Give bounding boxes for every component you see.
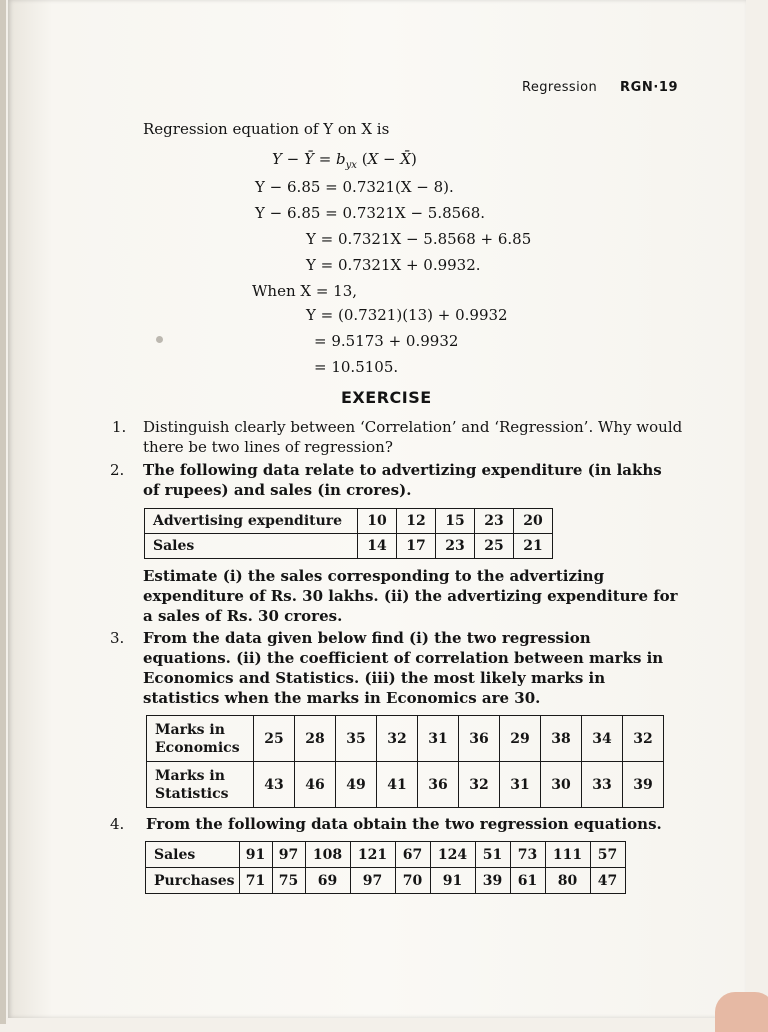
table-cell: 43: [254, 762, 295, 808]
table-cell: 21: [514, 534, 553, 559]
table-row: [146, 868, 626, 894]
table-cell: 20: [514, 509, 553, 534]
table-cell: 17: [397, 534, 436, 559]
page-spine-shadow: [0, 0, 6, 1024]
table-cell: 25: [254, 716, 295, 762]
running-header-page-code: RGN·19: [620, 80, 679, 95]
table-cell: 51: [475, 842, 510, 868]
running-header-section: Regression: [522, 80, 598, 95]
advertising-sales-table: [144, 508, 553, 559]
table-cell: 108: [305, 842, 350, 868]
equation-line-2: Y − 6.85 = 0.7321(X − 8).: [255, 178, 454, 196]
table-row: [145, 534, 553, 559]
table-cell: 23: [475, 509, 514, 534]
table-cell: 97: [350, 868, 395, 894]
exercise-heading: EXERCISE: [341, 388, 432, 407]
page-blemish-dot: [156, 336, 163, 343]
table-cell: 28: [295, 716, 336, 762]
equation-line-4: Y = 0.7321X − 5.8568 + 6.85: [306, 230, 532, 248]
question-2-text: The following data relate to advertizing expenditure (in lakhs of rupees) and sales (in crores).: [143, 461, 662, 499]
row-label: Sales: [145, 534, 358, 559]
table-cell: 91: [430, 868, 475, 894]
table-cell: 10: [358, 509, 397, 534]
table-cell: 35: [336, 716, 377, 762]
table-cell: 39: [623, 762, 664, 808]
table-cell: 41: [377, 762, 418, 808]
table-cell: 71: [239, 868, 272, 894]
question-3-number: 3.: [110, 629, 125, 647]
table-row: [146, 842, 626, 868]
question-4-text: From the following data obtain the two regression equations.: [146, 815, 662, 833]
equation-line-1: Y − Ȳ = $b_{yx}$ (X − X̄): [272, 150, 417, 171]
table-cell: 14: [358, 534, 397, 559]
question-2-number: 2.: [110, 461, 125, 479]
table-cell: 61: [510, 868, 545, 894]
row-label: Marks in Economics: [147, 716, 254, 762]
example-intro-text: Regression equation of Y on X is: [143, 120, 390, 138]
table-cell: 57: [590, 842, 625, 868]
table-cell: 31: [500, 762, 541, 808]
table-cell: 38: [541, 716, 582, 762]
table-row: [147, 762, 664, 808]
table-row: [147, 716, 664, 762]
table-cell: 15: [436, 509, 475, 534]
table-cell: 23: [436, 534, 475, 559]
table-cell: 36: [459, 716, 500, 762]
table-cell: 39: [475, 868, 510, 894]
table-cell: 111: [545, 842, 590, 868]
row-label: Advertising expenditure: [145, 509, 358, 534]
table-cell: 124: [430, 842, 475, 868]
table-cell: 121: [350, 842, 395, 868]
table-cell: 80: [545, 868, 590, 894]
table-cell: 30: [541, 762, 582, 808]
equation-line-7: = 9.5173 + 0.9932: [314, 332, 459, 350]
row-label: Purchases: [146, 868, 240, 894]
table-cell: 46: [295, 762, 336, 808]
question-4-number: 4.: [110, 815, 125, 833]
equation-line-when: When X = 13,: [252, 282, 358, 300]
table-cell: 75: [272, 868, 305, 894]
table-cell: 33: [582, 762, 623, 808]
table-cell: 29: [500, 716, 541, 762]
table-cell: 36: [418, 762, 459, 808]
question-3-text: From the data given below find (i) the two regression equations. (ii) the coefficient of correlation between marks in Economics and Statistics. (iii) the most likely marks in statistics when the marks in Economics are 30.: [143, 629, 664, 707]
equation-line-6: Y = (0.7321)(13) + 0.9932: [306, 306, 508, 324]
table-cell: 32: [459, 762, 500, 808]
table-cell: 69: [305, 868, 350, 894]
question-2-followup: Estimate (i) the sales corresponding to the advertizing expenditure of Rs. 30 lakhs. (ii) the advertizing expenditure for a sales of Rs. 30 crores.: [143, 567, 678, 625]
question-1-text: Distinguish clearly between ‘Correlation’ and ‘Regression’. Why would there be two lines of regression?: [143, 418, 683, 456]
table-cell: 34: [582, 716, 623, 762]
table-row: [145, 509, 553, 534]
equation-line-5: Y = 0.7321X + 0.9932.: [306, 256, 481, 274]
table-cell: 47: [590, 868, 625, 894]
table-cell: 25: [475, 534, 514, 559]
table-cell: 32: [377, 716, 418, 762]
equation-line-3: Y − 6.85 = 0.7321X − 5.8568.: [255, 204, 486, 222]
table-cell: 12: [397, 509, 436, 534]
table-cell: 91: [239, 842, 272, 868]
economics-statistics-table: [146, 715, 664, 808]
sales-purchases-table: [145, 841, 626, 894]
table-cell: 73: [510, 842, 545, 868]
table-cell: 31: [418, 716, 459, 762]
table-cell: 49: [336, 762, 377, 808]
table-cell: 97: [272, 842, 305, 868]
row-label: Marks in Statistics: [147, 762, 254, 808]
row-label: Sales: [146, 842, 240, 868]
table-cell: 70: [395, 868, 430, 894]
table-cell: 32: [623, 716, 664, 762]
finger-tip: [715, 992, 768, 1032]
question-1-number: 1.: [112, 418, 127, 436]
equation-line-8: = 10.5105.: [314, 358, 399, 376]
table-cell: 67: [395, 842, 430, 868]
